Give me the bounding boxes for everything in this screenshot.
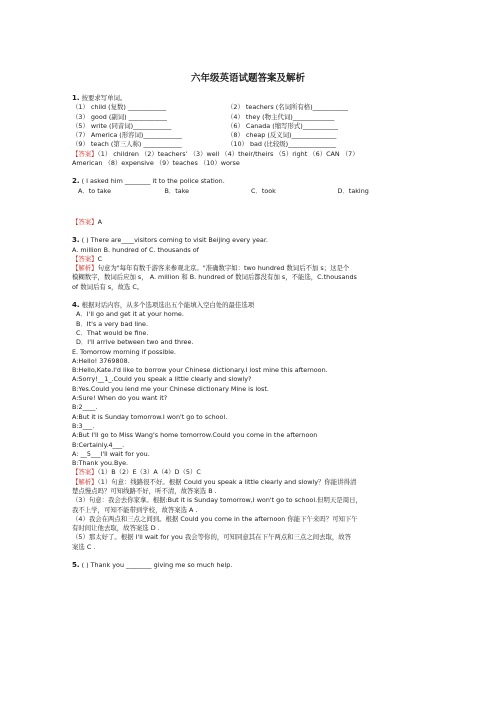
answer-text: C: [97, 254, 103, 263]
question-number: 1.: [72, 94, 80, 102]
question-stem: ( ) Thank you ________ giving me so much help.: [81, 561, 233, 570]
option-c: C．took: [251, 186, 276, 195]
analysis-line: of 数词后有 s，故选 C。: [72, 282, 144, 291]
question-5-header: [72, 561, 424, 570]
answer-line: American （8）expensive （9）teaches （10）worse: [72, 159, 240, 168]
answer-tag: 【答案】: [72, 254, 98, 263]
analysis-line: （4）我会在两点和三点之间到。根据 Could you come in the afternoon 你能下午来吗？可知下午: [72, 514, 358, 523]
question-prompt: 根据对话内容，从多个选项选出五个能填入空白处的最佳选项: [81, 301, 255, 310]
answer-tag: 【答案】: [72, 468, 98, 477]
question-number: 3.: [72, 236, 80, 245]
dialogue-line: A:But it is Sunday tomorrow.I won't go to school.: [72, 412, 228, 421]
answer-line: [72, 150, 424, 159]
document-page: [72, 70, 424, 570]
dialogue-line: A:But I'll go to Miss Wang's home tomorrow.Could you come in the afternoon: [72, 431, 318, 440]
answer-tag: 【答案】: [72, 149, 98, 158]
analysis-tag: 【解析】: [72, 477, 98, 486]
question-number: 2.: [72, 177, 80, 186]
analysis-line: 有时间让他去取，故答案选 D .: [72, 524, 160, 533]
answer-text: A: [97, 217, 102, 226]
option-d: D．taking: [337, 186, 369, 195]
q1-item: （3） good (副词) ____________: [72, 112, 167, 121]
q1-item: （4） they (物主代词)_____________: [227, 112, 335, 121]
q4-option: E. Tomorrow morning if possible.: [72, 347, 176, 356]
question-prompt: 按要求写单词。: [81, 94, 127, 102]
q4-option: B．It's a very bad line.: [76, 319, 149, 328]
dialogue-line: B:Certainly.4___.: [72, 440, 125, 449]
q1-item: （5） write (同音词)____________: [72, 121, 172, 130]
q1-item: （9） teach (第三人称) ____________: [72, 140, 182, 149]
question-number: 5.: [72, 561, 80, 570]
q1-row: [72, 103, 424, 112]
q1-row: [72, 122, 424, 131]
q4-option: A．I'll go and get it at your home.: [76, 310, 184, 319]
dialogue-line: B:Hello,Kate.I'd like to borrow your Chinese dictionary.I lost mine this afternoon.: [72, 366, 328, 375]
dialogue-line: A: __5___I'll wait for you.: [72, 449, 150, 458]
q4-option: D．I'll arrive between two and three.: [76, 338, 194, 347]
q4-option: C．That would be fine.: [76, 328, 149, 337]
dialogue-line: B:3___.: [72, 421, 95, 430]
q1-item: （10） bad (比较级)_______________: [227, 140, 337, 149]
analysis-line: 楚点慢点吗？可知线路不好，听不清，故答案选 B .: [72, 486, 217, 495]
analysis-line: 案选 C .: [72, 542, 96, 551]
q2-options: [72, 187, 424, 196]
q1-item: （2） teachers (名词所有格)___________: [227, 103, 348, 112]
page-title: 六年级英语试题答案及解析: [190, 73, 305, 84]
analysis-line: 我不上学，可知不能带到学校，故答案选 A .: [72, 505, 198, 514]
question-number: 4.: [72, 301, 80, 310]
dialogue-line: B:2____.: [72, 403, 98, 412]
question-3-header: [72, 236, 424, 245]
analysis-tag: 【解析】: [72, 264, 98, 273]
answer-text: （1）B（2）E（3）A（4）D（5）C: [97, 468, 201, 477]
analysis-line: （3）句意：我会去你家拿。根据:But it is Sunday tomorrow,I won't go to school.但明天是周日，: [72, 496, 362, 505]
option-b: B．take: [164, 186, 190, 195]
analysis-line: 模糊数字，数词后应加 s， A. million 和 B. hundred of 数词后都没有加 s，不能选，C.thousands: [72, 273, 357, 282]
answer-line: [72, 255, 424, 264]
dialogue-line: A:Sure! When do you want it?: [72, 394, 168, 403]
dialogue-line: A:Sorry!__1_.Could you speak a little clearly and slowly?: [72, 375, 252, 384]
question-1-header: [72, 94, 424, 103]
dialogue-line: B:Thank you.Bye.: [72, 459, 129, 468]
answer-line: [72, 468, 424, 477]
question-stem: ( ) There are____visitors coming to visit Beijing every year.: [81, 236, 268, 245]
question-4-header: [72, 301, 424, 310]
q1-item: （6） Canada (缩写形式)___________: [227, 121, 338, 130]
option-a: A．to take: [78, 186, 112, 195]
analysis-text: 句意为"每年有数千游客来参观北京。"准确数字如：two hundred 数词后不加 s；这是个: [97, 264, 350, 273]
q1-item: （1） child (复数) ____________: [72, 103, 167, 112]
analysis-line: [72, 478, 424, 487]
question-2-header: [72, 177, 424, 186]
q3-options: A. million B. hundred of C. thousands of: [72, 245, 199, 254]
analysis-text: （1）句意：线路很不好。根据 Could you speak a little clearly and slowly？你能讲得清: [97, 477, 357, 486]
q1-item: （8） cheap (反义词)______________: [227, 131, 337, 140]
answer-line: [72, 218, 424, 227]
dialogue-line: A:Hello! 3769808.: [72, 356, 130, 365]
q1-row: [72, 140, 424, 149]
question-stem: ( I asked him ________ it to the police station.: [81, 177, 225, 186]
answer-tag: 【答案】: [72, 217, 98, 226]
answer-text: （1） children （2）teachers’ （3）well （4）their/theirs （5）right （6）CAN （7）: [97, 149, 359, 158]
q1-row: [72, 113, 424, 122]
analysis-line: （5）那太好了。根据 I'll wait for you 我会等你的，可知同意其在下午两点和三点之间去取，故答: [72, 533, 352, 542]
dialogue-line: B:Yes.Could you lend me your Chinese dictionary Mine is lost.: [72, 384, 269, 393]
q1-item: （7） America (形容词)____________: [72, 131, 182, 140]
